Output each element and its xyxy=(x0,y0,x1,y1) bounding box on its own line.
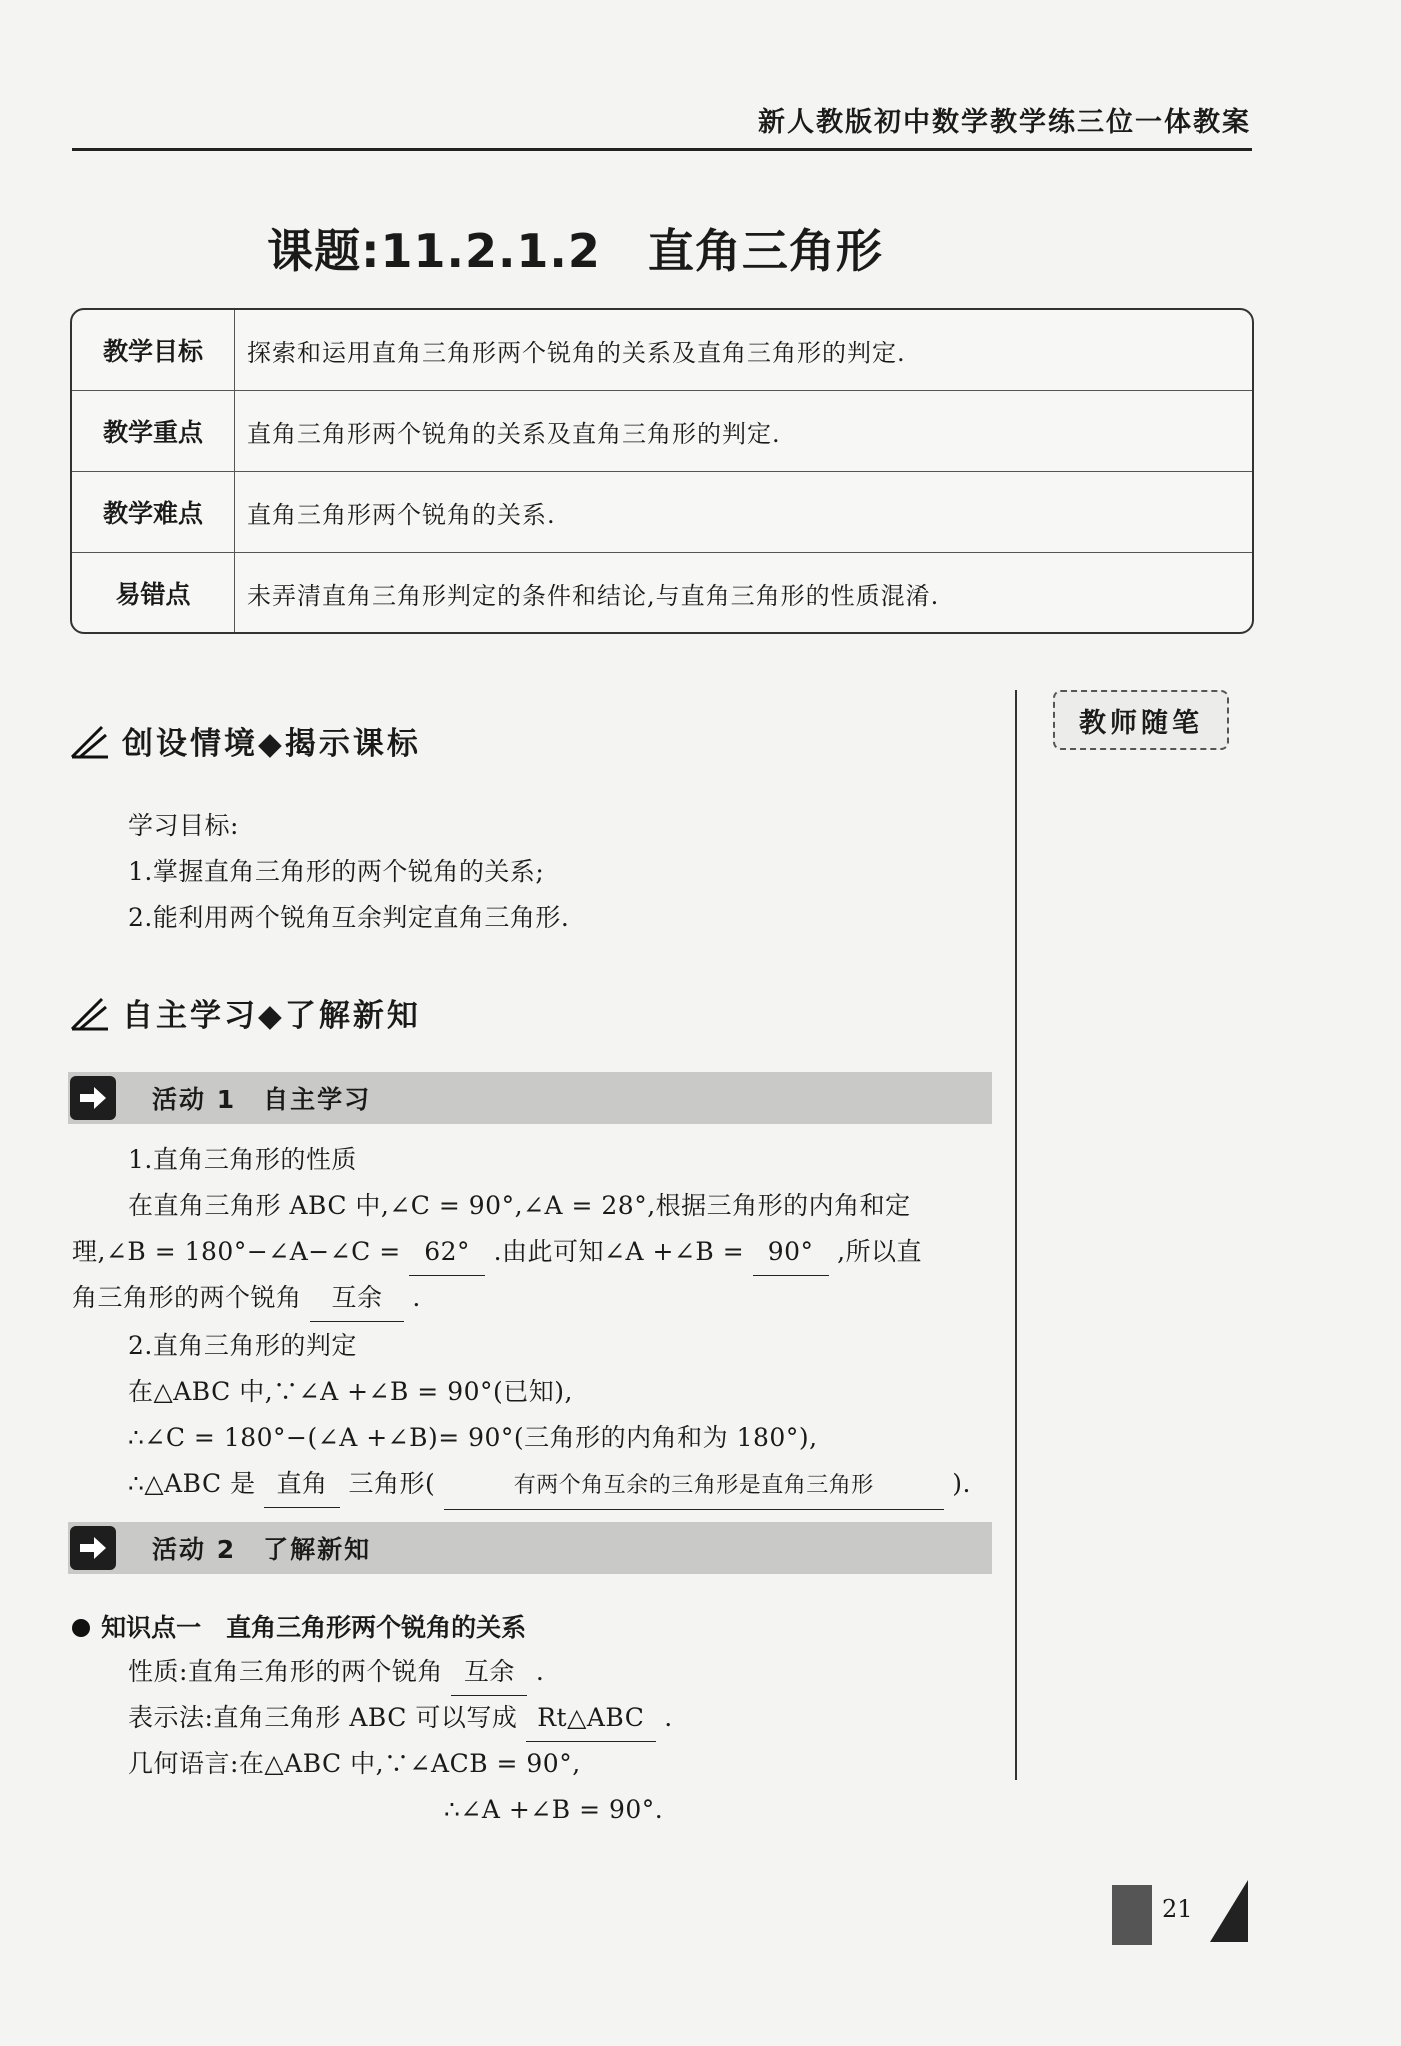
section-heading-2 xyxy=(68,990,421,1035)
goal-label: 教学目标 xyxy=(72,310,235,390)
goal-label: 教学难点 xyxy=(72,472,235,552)
book-title: 新人教版初中数学教学练三位一体教案 xyxy=(758,107,1251,138)
goal-text: 直角三角形两个锐角的关系及直角三角形的判定. xyxy=(247,419,781,448)
sidebar-divider xyxy=(1015,690,1017,1780)
section-heading-text: 创设情境◆揭示课标 xyxy=(122,726,421,762)
learning-goal-item: 1.掌握直角三角形的两个锐角的关系; xyxy=(128,857,545,886)
judgement-line xyxy=(128,1460,971,1510)
knowledge-point-title xyxy=(72,1608,526,1644)
property-line xyxy=(72,1228,922,1276)
goal-text: 直角三角形两个锐角的关系. xyxy=(247,500,556,529)
activity-2-bar xyxy=(68,1522,992,1574)
answer-fill: 有两个角互余的三角形是直角三角形 xyxy=(444,1462,944,1510)
judgement-line: ∴∠C = 180°−(∠A +∠B)= 90°(三角形的内角和为 180°), xyxy=(128,1423,818,1452)
text-span: ∴△ABC 是 xyxy=(128,1469,256,1498)
answer-fill: 互余 xyxy=(310,1274,404,1322)
answer-fill: 直角 xyxy=(264,1460,340,1508)
goal-row xyxy=(72,391,1252,472)
activity-1-label: 活动 1 自主学习 xyxy=(152,1085,372,1114)
judgement-title: 2.直角三角形的判定 xyxy=(128,1331,357,1360)
lesson-title: 课题:11.2.1.2 直角三角形 xyxy=(267,224,883,278)
text-span: .由此可知∠A +∠B = xyxy=(493,1237,745,1266)
header-rule xyxy=(72,148,1252,151)
text-span: ,所以直 xyxy=(837,1237,923,1266)
teacher-notes-label: 教师随笔 xyxy=(1053,690,1229,750)
goal-label: 易错点 xyxy=(72,553,235,633)
learning-goal-item: 2.能利用两个锐角互余判定直角三角形. xyxy=(128,903,570,932)
text-span: . xyxy=(664,1703,673,1732)
text-span: 角三角形的两个锐角 xyxy=(72,1283,302,1312)
text-span: 性质:直角三角形的两个锐角 xyxy=(128,1657,443,1686)
goal-label: 教学重点 xyxy=(72,391,235,471)
property-line xyxy=(72,1274,421,1322)
property-line: 在直角三角形 ABC 中,∠C = 90°,∠A = 28°,根据三角形的内角和定 xyxy=(128,1191,911,1220)
text-span: . xyxy=(412,1283,421,1312)
judgement-line: 在△ABC 中,∵∠A +∠B = 90°(已知), xyxy=(128,1377,573,1406)
page-marker xyxy=(1112,1885,1152,1945)
text-span: 表示法:直角三角形 ABC 可以写成 xyxy=(128,1703,518,1732)
text-span: 三角形( xyxy=(348,1469,436,1498)
text-span: 理,∠B = 180°−∠A−∠C = xyxy=(72,1237,401,1266)
learning-goals-title: 学习目标: xyxy=(128,811,239,840)
answer-fill: Rt△ABC xyxy=(526,1694,656,1742)
answer-fill: 62° xyxy=(409,1228,485,1276)
geometry-language-line: ∴∠A +∠B = 90°. xyxy=(444,1795,664,1824)
goal-row xyxy=(72,472,1252,553)
property-title: 1.直角三角形的性质 xyxy=(128,1145,357,1174)
goal-row xyxy=(72,553,1252,633)
geometry-language-line: 几何语言:在△ABC 中,∵∠ACB = 90°, xyxy=(128,1749,581,1778)
goals-table xyxy=(70,308,1254,634)
property-statement xyxy=(128,1648,544,1696)
pen-icon xyxy=(68,721,114,761)
goal-text: 探索和运用直角三角形两个锐角的关系及直角三角形的判定. xyxy=(247,338,906,367)
bullet-dot-icon xyxy=(72,1619,90,1637)
text-span: . xyxy=(535,1657,545,1686)
answer-fill: 互余 xyxy=(451,1648,527,1696)
pen-icon xyxy=(68,993,114,1033)
answer-fill: 90° xyxy=(753,1228,829,1276)
notation-statement xyxy=(128,1694,673,1742)
arrow-right-icon xyxy=(70,1076,116,1120)
corner-triangle xyxy=(1210,1880,1248,1942)
page-number: 21 xyxy=(1162,1895,1193,1923)
activity-2-label: 活动 2 了解新知 xyxy=(152,1535,372,1564)
activity-1-bar xyxy=(68,1072,992,1124)
section-heading-1 xyxy=(68,718,421,763)
knowledge-point-text: 知识点一 直角三角形两个锐角的关系 xyxy=(101,1613,527,1642)
goal-row xyxy=(72,310,1252,391)
arrow-right-icon xyxy=(70,1526,116,1570)
goal-text: 未弄清直角三角形判定的条件和结论,与直角三角形的性质混淆. xyxy=(247,581,940,610)
text-span: ). xyxy=(952,1469,971,1498)
section-heading-text: 自主学习◆了解新知 xyxy=(122,998,421,1034)
